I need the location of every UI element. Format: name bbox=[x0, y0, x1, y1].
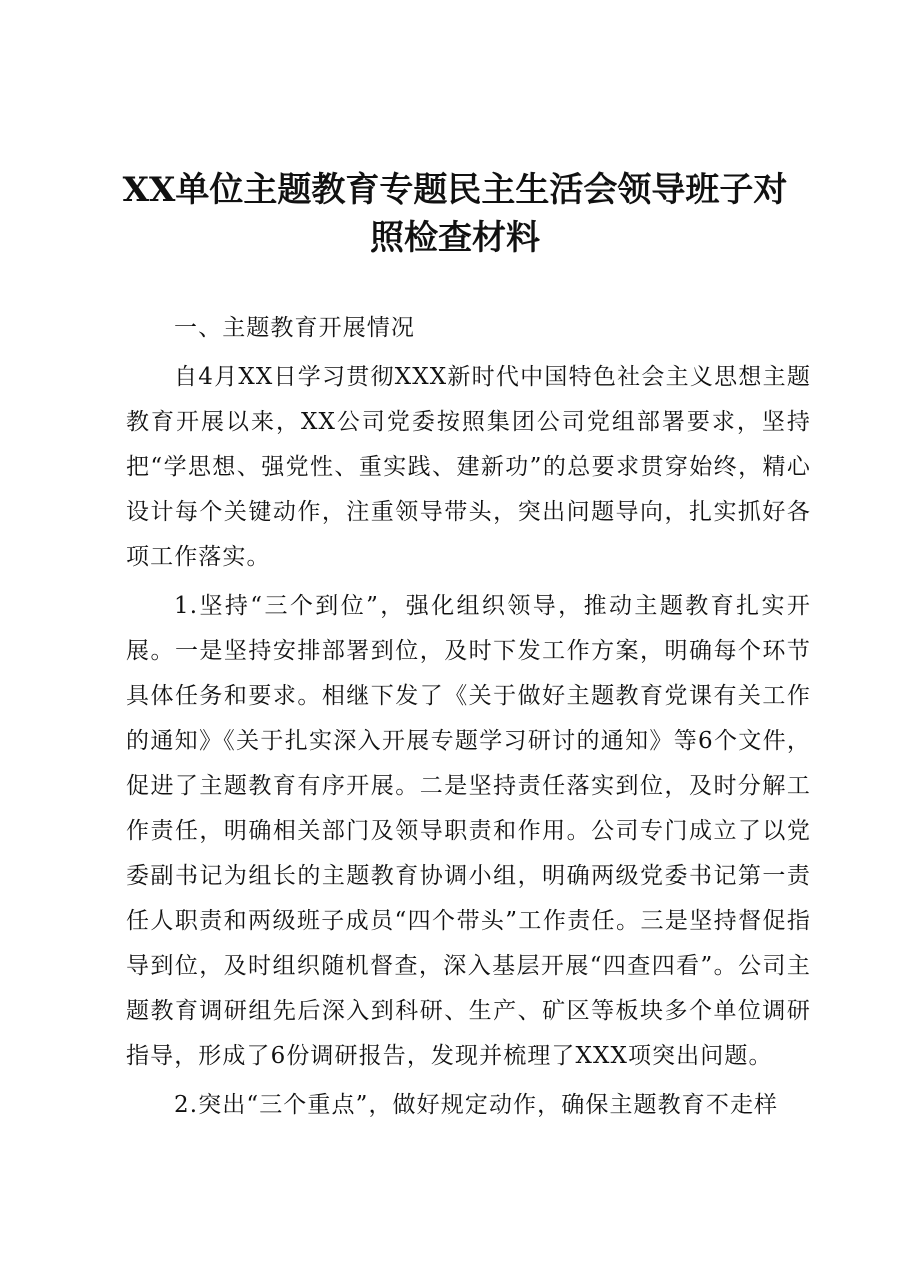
paragraph-intro: 自4月XX日学习贯彻XXX新时代中国特色社会主义思想主题教育开展以来，XX公司党委按照集团公司党组部署要求，坚持把“学思想、强党性、重实践、建新功”的总要求贯穿始终，精心设计每个关键动作，注重领导带头，突出问题导向，扎实抓好各项工作落实。 bbox=[126, 364, 811, 570]
paragraph-item-1: 1.坚持“三个到位”，强化组织领导，推动主题教育扎实开展。一是坚持安排部署到位，及时下发工作方案，明确每个环节具体任务和要求。相继下发了《关于做好主题教育党课有关工作的通知》《关于扎实深入开展专题学习研讨的通知》等6个文件，促进了主题教育有序开展。二是坚持责任落实到位，及时分解工作责任，明确相关部门及领导职责和作用。公司专门成立了以党委副书记为组长的主题教育协调小组，明确两级党委书记第一责任人职责和两级班子成员“四个带头”工作责任。三是坚持督促指导到位，及时组织随机督查，深入基层开展“四查四看”。公司主题教育调研组先后深入到科研、生产、矿区等板块多个单位调研指导，形成了6份调研报告，发现并梳理了XXX项突出问题。 bbox=[126, 593, 811, 1069]
paragraph-item-2: 2.突出“三个重点”，做好规定动作，确保主题教育不走样 bbox=[174, 1092, 779, 1118]
document-title: XX单位主题教育专题民主生活会领导班子对照检查材料 bbox=[122, 170, 788, 258]
section-heading: 一、主题教育开展情况 bbox=[174, 315, 415, 341]
document-body bbox=[126, 306, 811, 1132]
